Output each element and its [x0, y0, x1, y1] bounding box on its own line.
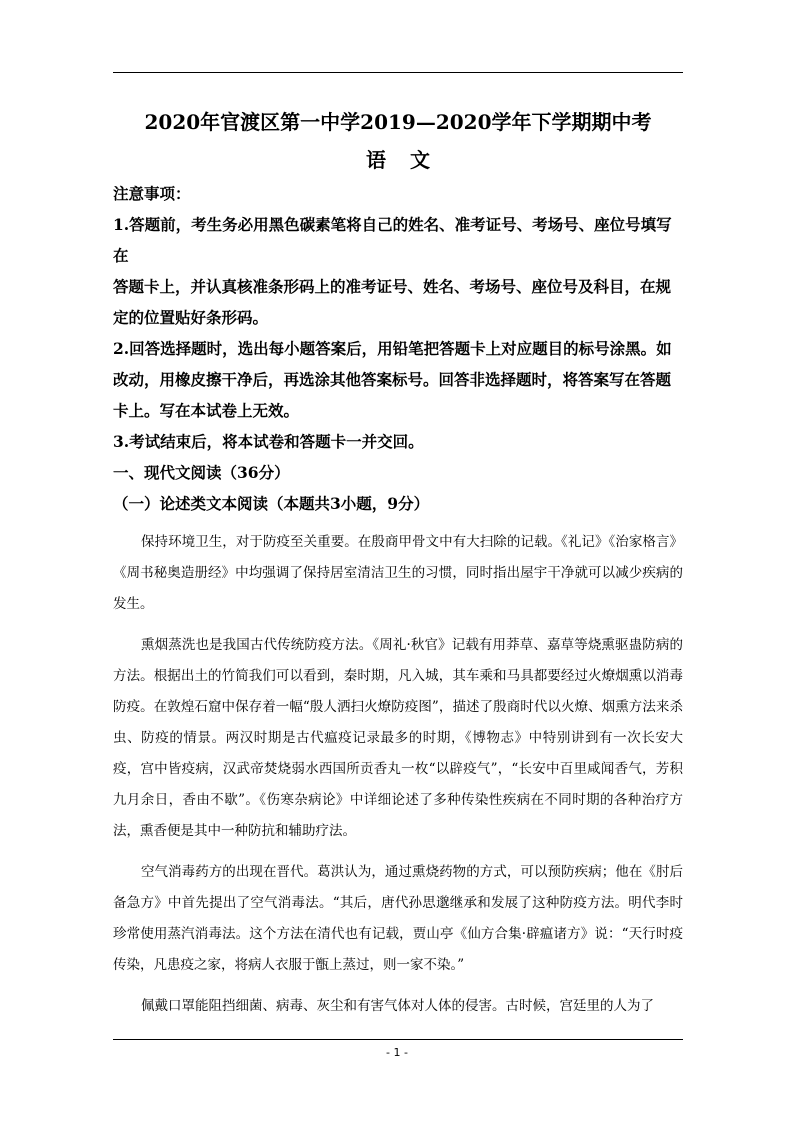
notice-line: 1.答题前，考生务必用黑色碳素笔将自己的姓名、准考证号、考场号、座位号填写在	[113, 215, 672, 265]
reading-paragraph: 佩戴口罩能阻挡细菌、病毒、灰尘和有害气体对人体的侵害。古时候，宫廷里的人为了	[141, 998, 654, 1014]
notice-line: 2.回答选择题时，选出每小题答案后，用铅笔把答题卡上对应题目的标号涂黑。如	[113, 339, 672, 358]
reading-paragraph: 空气消毒药方的出现在晋代。葛洪认为，通过熏烧药物的方式，可以预防疾病；他在《肘后备急方》中首先提出了空气消毒法。“其后，唐代孙思邈继承和发展了这种防疫方法。明代李时珍常使用蒸汽消毒法。这个方法在清代也有记载，贾山亭《仙方合集·辟瘟诸方》说：“天行时疫传染，凡患疫之家，将病人衣服于甑上蒸过，则一家不染。”	[113, 864, 683, 973]
document-page	[113, 74, 683, 1022]
notice-line: 3.考试结束后，将本试卷和答题卡一并交回。	[113, 432, 424, 451]
exam-title: 2020年官渡区第一中学2019—2020学年下学期期中考	[144, 110, 652, 134]
notice-line: 答题卡上，并认真核准条形码上的准考证号、姓名、考场号、座位号及科目，在规定的位置贴好条形码。	[113, 277, 672, 327]
subsection-title: （一）论述类文本阅读（本题共3小题，9分）	[113, 494, 430, 513]
subject-title: 语文	[366, 148, 454, 172]
header-rule	[113, 72, 683, 73]
notice-line: 改动，用橡皮擦干净后，再选涂其他答案标号。回答非选择题时，将答案写在答题卡上。写在本试卷上无效。	[113, 370, 672, 420]
reading-paragraph: 熏烟蒸洗也是我国古代传统防疫方法。《周礼·秋官》记载有用莽草、嘉草等烧熏驱蛊防病的方法。根据出土的竹简我们可以看到，秦时期，凡入城，其车乘和马具都要经过火燎烟熏以消毒防疫。在敦煌石窟中保存着一幅“殷人洒扫火燎防疫图”，描述了殷商时代以火燎、烟熏方法来杀虫、防疫的情景。两汉时期是古代瘟疫记录最多的时期，《博物志》中特别讲到有一次长安大疫，宫中皆疫病，汉武帝焚烧弱水西国所贡香丸一枚“以辟疫气”，“长安中百里咸闻香气，芳积九月余日，香由不歇”。《伤寒杂病论》中详细论述了多种传染性疾病在不同时期的各种治疗方法，熏香便是其中一种防抗和辅助疗法。	[113, 637, 683, 839]
section-title: 一、现代文阅读（36分）	[113, 463, 290, 482]
footer-rule	[113, 1039, 683, 1040]
page-number: - 1 -	[386, 1046, 408, 1059]
notice-heading: 注意事项：	[113, 184, 191, 203]
reading-paragraph: 保持环境卫生，对于防疫至关重要。在殷商甲骨文中有大扫除的记载。《礼记》《治家格言》《周书秘奥造册经》中均强调了保持居室清洁卫生的习惯，同时指出屋宇干净就可以减少疾病的发生。	[113, 534, 683, 612]
